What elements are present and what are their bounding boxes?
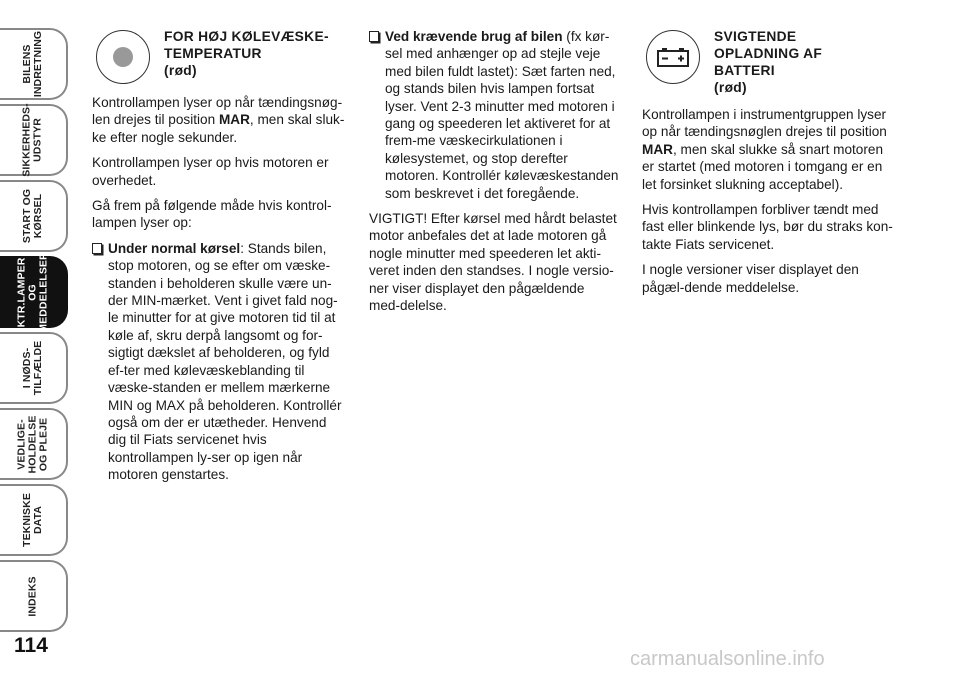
tab-label: I NØDS- TILFÆLDE <box>21 340 44 396</box>
battery-paragraph-3: I nogle versioner viser displayet den pågæl-dende meddelelse. <box>642 262 859 295</box>
checkbox-bullet-icon <box>92 243 102 254</box>
column-demanding-use <box>369 28 619 323</box>
tab-vedligeholdelse-og-pleje[interactable] <box>0 408 68 480</box>
tab-label: KTR.LAMPER OG MEDDELELSER <box>15 251 50 333</box>
bullet-body: : Stands bilen, stop motoren, og se efter om væske-standen i beholderen skulle være un-der MIN-mærket. Vent i givet fald nog-le minutter for at give motoren tid til at køle af, skru derpå langsomt og for-sigtigt dækslet af beholderen, og fyld ef-ter med kølevæskeblanding til væske-standen er mellem mærkerne MIN og MAX på beholderen. Kontrollér også om der er utætheder. Henvend dig til Fiats servicenet hvis kontrollampen ly-ser op igen når motoren genstartes. <box>108 240 342 483</box>
tab-bilens-indretning[interactable] <box>0 28 68 100</box>
column-battery <box>642 28 896 304</box>
battery-heading: SVIGTENDE OPLADNING AF BATTERI (rød) <box>714 29 823 95</box>
coolant-heading-block <box>92 28 346 84</box>
tab-tekniske-data[interactable] <box>0 484 68 556</box>
bullet-title: Under normal kørsel <box>108 240 241 256</box>
column-coolant <box>92 28 346 492</box>
checkbox-bullet-icon <box>369 31 379 42</box>
bullet-body: (fx kør-sel med anhænger op ad stejle veje med bilen fuldt lastet): Sæt farten ned, og stands bilen hvis lampen fortsat lyser. Vent 2-3 minutter med motoren i gang og speederen let aktiveret for at frem-me væskecirkulationen i kølesystemet, og stop derefter motoren. Kontrollér kølevæskestanden som beskrevet i det foregående. <box>385 29 619 201</box>
tab-ktr-lamper-og-meddelelser[interactable] <box>0 251 68 333</box>
battery-paragraph-2: Hvis kontrollampen forbliver tændt med fast eller blinkende lys, bør du straks kon-takte Fiats servicenet. <box>642 202 893 252</box>
coolant-paragraph-1: Kontrollampen lyser op når tændingsnøg-len drejes til position MAR, men skal sluk-ke efter nogle sekunder. <box>92 95 345 145</box>
watermark: carmanualsonline.info <box>630 648 825 670</box>
battery-icon <box>646 30 700 84</box>
tab-label: VEDLIGE- HOLDELSE OG PLEJE <box>15 415 50 473</box>
tab-start-og-korsel[interactable] <box>0 180 68 252</box>
tab-label: SIKKERHEDS- UDSTYR <box>21 103 45 177</box>
tab-label: START OG KØRSEL <box>21 188 44 244</box>
battery-heading-block <box>642 28 896 96</box>
tab-label: TEKNISKE DATA <box>20 493 44 547</box>
tab-label: BILENS INDRETNING <box>21 30 44 98</box>
tab-indeks[interactable] <box>0 560 68 632</box>
bullet-title: Ved krævende brug af bilen <box>385 29 563 44</box>
coolant-heading: FOR HØJ KØLEVÆSKE- TEMPERATUR (rød) <box>164 29 329 78</box>
tab-sikkerhedsudstyr[interactable] <box>0 104 68 176</box>
important-paragraph: VIGTIGT! Efter kørsel med hårdt belastet motor anbefales det at lade motoren gå nogle minutter med speederen let akti-veret inden den standses. I nogle versio-ner viser displayet den pågældende med-delelse. <box>369 211 617 314</box>
coolant-temperature-warning-icon <box>96 30 150 84</box>
page-number: 114 <box>14 634 48 657</box>
tab-label: INDEKS <box>26 575 39 617</box>
tab-i-nodstilfaelde[interactable] <box>0 332 68 404</box>
battery-paragraph-1: Kontrollampen i instrumentgruppen lyser op når tændingsnøglen drejes til position MAR, men skal slukke så snart motoren er startet (med motoren i tomgang er en let forsinket slukning acceptabel). <box>642 107 887 192</box>
bullet-demanding-use <box>369 28 619 202</box>
bullet-normal-driving <box>92 240 346 484</box>
coolant-paragraph-2: Kontrollampen lyser op hvis motoren er overhedet. <box>92 155 329 188</box>
coolant-paragraph-3: Gå frem på følgende måde hvis kontrol-lampen lyser op: <box>92 198 332 231</box>
